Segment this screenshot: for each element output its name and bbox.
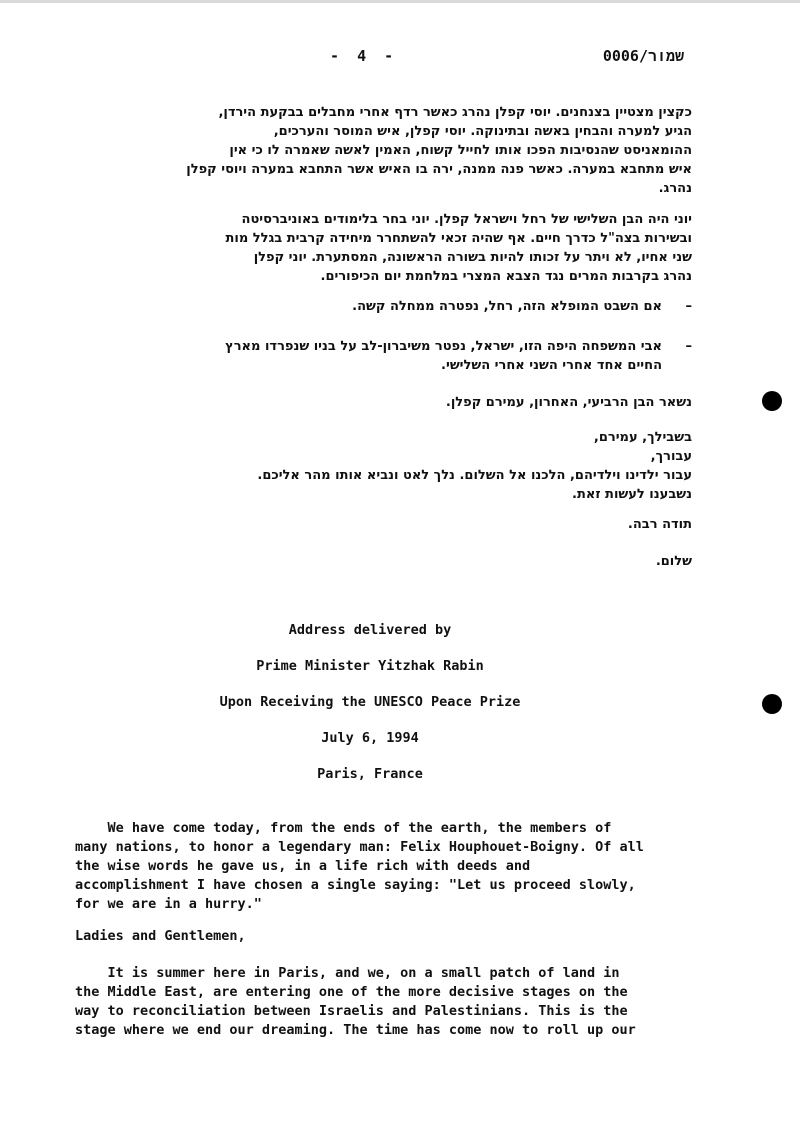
text-line: the Middle East, are entering one of the more decisive stages on the (75, 984, 628, 1000)
text-line: ההומאניסט שהנסיבות הפכו אותו לחייל קשוח, האמין לאשה שאמרה לו כי אין (229, 143, 692, 158)
address-heading: Address delivered by (288, 622, 452, 638)
hebrew-paragraph-2 (60, 210, 692, 286)
text-line: כקצין מצטיין בצנחנים. יוסי קפלן נהרג כאשר רדף אחרי מחבלים בבקעת הירדן, (218, 105, 692, 120)
occasion-line: Upon Receiving the UNESCO Peace Prize (219, 694, 521, 710)
file-reference: שמור/0006 (602, 47, 684, 65)
text-line: accomplishment I have chosen a single saying: "Let us proceed slowly, (75, 877, 636, 893)
text-line: הגיע למערה והבחין באשה ובתינוקה. יוסי קפלן, איש המוסר והערכים, (273, 124, 692, 139)
hebrew-paragraph-1 (60, 103, 692, 198)
punch-hole (762, 391, 782, 411)
salutation (75, 927, 655, 946)
page-number: - 4 - (330, 47, 394, 65)
text-line: Ladies and Gentlemen, (75, 928, 246, 944)
text-line: עבורך, (650, 449, 692, 464)
text-line: way to reconciliation between Israelis and Palestinians. This is the (75, 1003, 628, 1019)
text-line: נשאר הבן הרביעי, האחרון, עמירם קפלן. (445, 395, 692, 410)
text-line: אם השבט המופלא הזה, רחל, נפטרה ממחלה קשה. (352, 299, 662, 314)
hebrew-paragraph-4 (60, 428, 692, 504)
text-line: for we are in a hurry." (75, 896, 262, 912)
text-line: נהרג בקרבות המרים נגד הצבא המצרי במלחמת יום הכיפורים. (320, 269, 692, 284)
bullet-dash: – (685, 339, 692, 354)
text-line: the wise words he gave us, in a life rich with deeds and (75, 858, 531, 874)
english-paragraph-1 (75, 819, 655, 914)
text-line: עבור ילדינו וילדיהם, הלכנו אל השלום. נלך לאט ונביא אותו מהר אליכם. (257, 468, 692, 483)
scan-edge-line (0, 0, 800, 3)
text-line: שלום. (655, 554, 692, 569)
text-line: נשבענו לעשות זאת. (572, 487, 692, 502)
text-line: נהרג. (658, 181, 692, 196)
text-line: many nations, to honor a legendary man: Felix Houphouet-Boigny. Of all (75, 839, 644, 855)
text-line: אבי המשפחה היפה הזו, ישראל, נפטר משיברון-לב על בניו שנפרדו מארץ (225, 339, 662, 354)
bullet-dash: – (685, 299, 692, 314)
hebrew-bullet-2 (60, 337, 692, 375)
text-line: תודה רבה. (627, 517, 692, 532)
hebrew-bullet-1 (60, 297, 692, 316)
text-line: stage where we end our dreaming. The time has come now to roll up our (75, 1022, 636, 1038)
text-line: החיים אחד אחרי השני אחרי השלישי. (441, 358, 662, 373)
text-line: We have come today, from the ends of the earth, the members of (75, 820, 612, 836)
place-line: Paris, France (317, 766, 423, 782)
date-line: July 6, 1994 (321, 730, 419, 746)
hebrew-closing (60, 552, 692, 571)
text-line: ובשירות בצה"ל כדרך חיים. אף שהיה זכאי להשתחרר מיחידה קרבית בגלל מות (225, 231, 692, 246)
text-line: בשבילך, עמירם, (593, 430, 692, 445)
text-line: It is summer here in Paris, and we, on a small patch of land in (75, 965, 620, 981)
hebrew-paragraph-3 (60, 393, 692, 412)
speaker-line: Prime Minister Yitzhak Rabin (256, 658, 484, 674)
english-paragraph-2 (75, 964, 655, 1040)
text-line: יוני היה הבן השלישי של רחל וישראל קפלן. יוני בחר בלימודים באוניברסיטה (241, 212, 692, 227)
text-line: שני אחיו, לא ויתר על זכותו להיות בשורה הראשונה, המסתערת. יוני קפלן (253, 250, 692, 265)
hebrew-thanks (60, 515, 692, 534)
text-line: איש מתחבא במערה. כאשר פנה ממנה, ירה בו האיש אשר התחבא במערה ויוסי קפלן (186, 162, 692, 177)
punch-hole (762, 694, 782, 714)
